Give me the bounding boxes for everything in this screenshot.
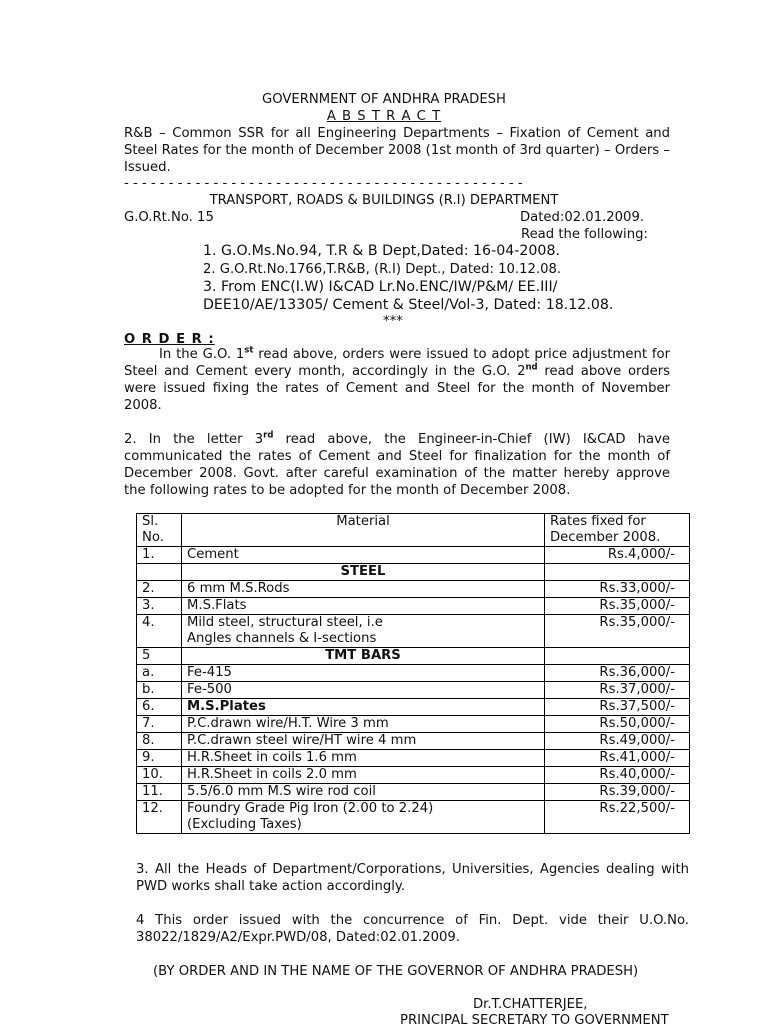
material-cell: 6 mm M.S.Rods xyxy=(182,581,545,598)
table-row xyxy=(137,682,690,699)
material-cell: M.S.Flats xyxy=(182,598,545,615)
reference-3-line1: 3. From ENC(I.W) I&CAD Lr.No.ENC/IW/P&M/ EE.III/ xyxy=(203,279,558,295)
rate-cell: Rs.35,000/- xyxy=(545,598,690,615)
rate-cell: Rs.22,500/- xyxy=(545,801,690,834)
table-section-row xyxy=(137,564,690,581)
table-row xyxy=(137,699,690,716)
sl-no-cell: 8. xyxy=(137,733,182,750)
table-row xyxy=(137,801,690,834)
material-cell: Fe-415 xyxy=(182,665,545,682)
table-row xyxy=(137,547,690,564)
table-row xyxy=(137,615,690,648)
header-sl-no: Sl. No. xyxy=(137,514,182,547)
table-row xyxy=(137,767,690,784)
order-paragraph-2: 2. In the letter 3rd read above, the Engineer-in-Chief (IW) I&CAD have communicated the rates of Cement and Steel for finalization for the month of December 2008. Govt. after careful examination of the matter hereby approve the following rates to be adopted for the month of December 2008. xyxy=(124,430,670,498)
table-section-row xyxy=(137,648,690,665)
subject-text: R&B – Common SSR for all Engineering Departments – Fixation of Cement and Steel Rates for the month of December 2008 (1st month of 3rd quarter) – Orders – Issued. xyxy=(124,126,670,175)
abstract-heading: A B S T R A C T xyxy=(326,109,442,124)
signatory-title: PRINCIPAL SECRETARY TO GOVERNMENT xyxy=(400,1013,669,1028)
sl-no-cell: 1. xyxy=(137,547,182,564)
header-rates: Rates fixed for December 2008. xyxy=(545,514,690,547)
material-cell: Mild steel, structural steel, i.e Angles channels & I-sections xyxy=(182,615,545,648)
material-cell: Fe-500 xyxy=(182,682,545,699)
table-row xyxy=(137,716,690,733)
rate-cell: Rs.50,000/- xyxy=(545,716,690,733)
material-cell: P.C.drawn steel wire/HT wire 4 mm xyxy=(182,733,545,750)
rate-cell: Rs.36,000/- xyxy=(545,665,690,682)
table-row xyxy=(137,733,690,750)
rate-cell: Rs.35,000/- xyxy=(545,615,690,648)
sl-no-cell: 3. xyxy=(137,598,182,615)
material-cell: M.S.Plates xyxy=(182,699,545,716)
material-cell: 5.5/6.0 mm M.S wire rod coil xyxy=(182,784,545,801)
table-row xyxy=(137,750,690,767)
sl-no-cell: 4. xyxy=(137,615,182,648)
sl-no-cell: 9. xyxy=(137,750,182,767)
order-heading: O R D E R : xyxy=(124,332,215,347)
table-row xyxy=(137,598,690,615)
rate-cell xyxy=(545,648,690,665)
sl-no-cell xyxy=(137,564,182,581)
order-paragraph-4: 4 This order issued with the concurrence of Fin. Dept. vide their U.O.No. 38022/1829/A2/Expr.PWD/08, Dated:02.01.2009. xyxy=(136,913,689,945)
reference-3-line2: DEE10/AE/13305/ Cement & Steel/Vol-3, Dated: 18.12.08. xyxy=(203,297,614,313)
rate-cell: Rs.39,000/- xyxy=(545,784,690,801)
material-cell: Cement xyxy=(182,547,545,564)
material-cell: STEEL xyxy=(182,564,545,581)
material-cell: P.C.drawn wire/H.T. Wire 3 mm xyxy=(182,716,545,733)
table-row xyxy=(137,665,690,682)
sl-no-cell: 5 xyxy=(137,648,182,665)
sl-no-cell: 11. xyxy=(137,784,182,801)
rate-cell: Rs.40,000/- xyxy=(545,767,690,784)
go-date: Dated:02.01.2009. xyxy=(520,210,645,225)
table-header-row xyxy=(137,514,690,547)
by-order-line: (BY ORDER AND IN THE NAME OF THE GOVERNOR OF ANDHRA PRADESH) xyxy=(153,964,639,979)
header-material: Material xyxy=(182,514,545,547)
order-paragraph-1: In the G.O. 1st read above, orders were issued to adopt price adjustment for Steel and Cement every month, accordingly in the G.O. 2nd read above orders were issued fixing the rates of Cement and Steel for the month of November 2008. xyxy=(124,345,670,413)
go-number: G.O.Rt.No. 15 xyxy=(124,210,214,225)
department-name: TRANSPORT, ROADS & BUILDINGS (R.I) DEPARTMENT xyxy=(209,193,559,208)
reference-1: 1. G.O.Ms.No.94, T.R & B Dept,Dated: 16-04-2008. xyxy=(203,243,560,259)
table-row xyxy=(137,784,690,801)
material-cell: Foundry Grade Pig Iron (2.00 to 2.24) (Excluding Taxes) xyxy=(182,801,545,834)
rate-cell: Rs.41,000/- xyxy=(545,750,690,767)
material-cell: H.R.Sheet in coils 2.0 mm xyxy=(182,767,545,784)
divider-line: - - - - - - - - - - - - - - - - - - - - - - - - - - - - - - - - - - - - - - - - - - - - - xyxy=(124,176,523,191)
read-following-label: Read the following: xyxy=(521,227,648,242)
sl-no-cell: 12. xyxy=(137,801,182,834)
rate-cell: Rs.33,000/- xyxy=(545,581,690,598)
sl-no-cell: 6. xyxy=(137,699,182,716)
sl-no-cell: b. xyxy=(137,682,182,699)
sl-no-cell: 10. xyxy=(137,767,182,784)
reference-2: 2. G.O.Rt.No.1766,T.R&B, (R.I) Dept., Dated: 10.12.08. xyxy=(203,262,562,277)
rate-cell: Rs.49,000/- xyxy=(545,733,690,750)
rates-table xyxy=(136,513,690,834)
rate-cell: Rs.4,000/- xyxy=(545,547,690,564)
order-paragraph-3: 3. All the Heads of Department/Corporations, Universities, Agencies dealing with PWD works shall take action accordingly. xyxy=(136,862,689,894)
table-row xyxy=(137,581,690,598)
rate-cell xyxy=(545,564,690,581)
rate-cell: Rs.37,500/- xyxy=(545,699,690,716)
material-cell: H.R.Sheet in coils 1.6 mm xyxy=(182,750,545,767)
sl-no-cell: a. xyxy=(137,665,182,682)
signatory-name: Dr.T.CHATTERJEE, xyxy=(473,997,588,1012)
material-cell: TMT BARS xyxy=(182,648,545,665)
rate-cell: Rs.37,000/- xyxy=(545,682,690,699)
separator-stars: *** xyxy=(383,314,403,329)
sl-no-cell: 2. xyxy=(137,581,182,598)
government-title: GOVERNMENT OF ANDHRA PRADESH xyxy=(262,92,506,107)
sl-no-cell: 7. xyxy=(137,716,182,733)
